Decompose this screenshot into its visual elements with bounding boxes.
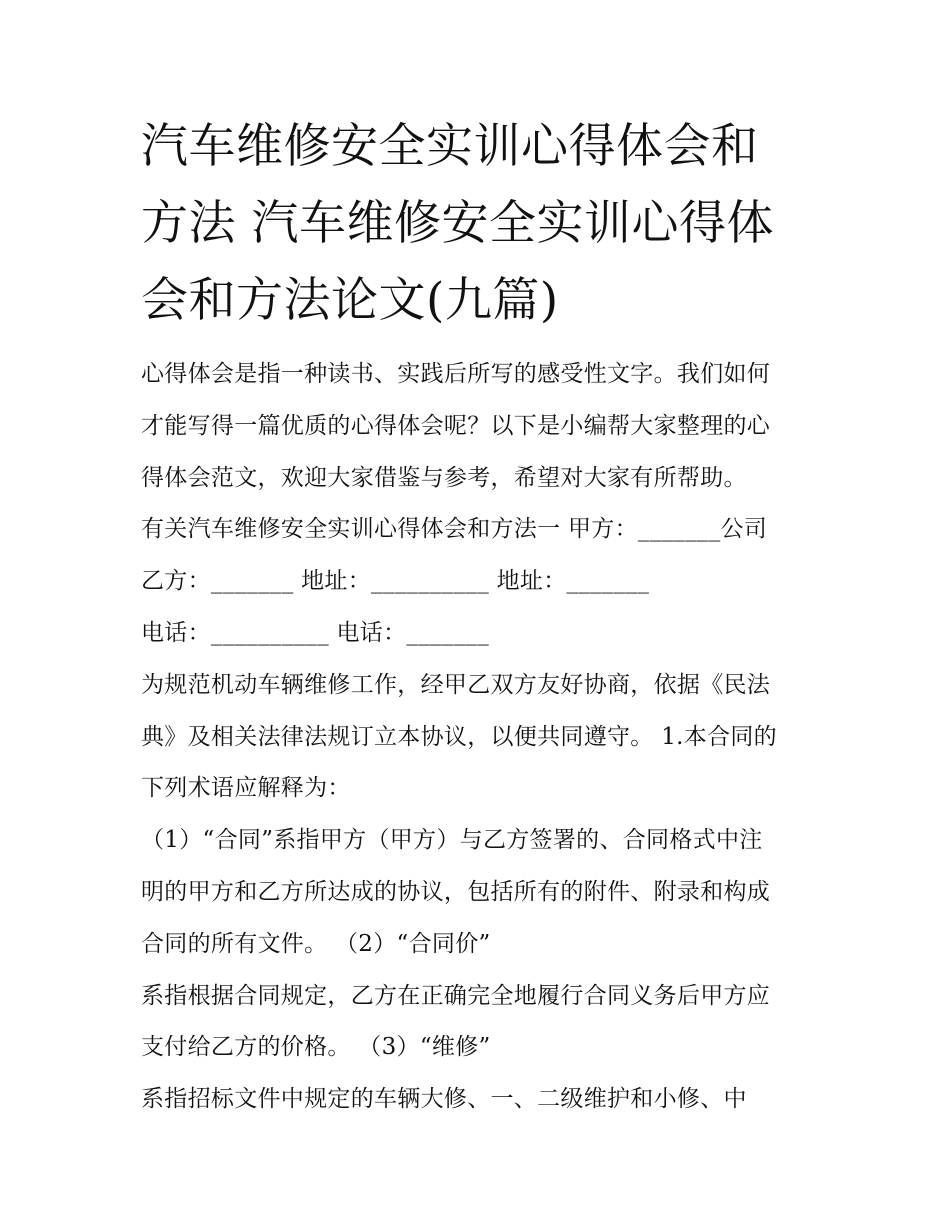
body-line: 乙方：_______ 地址：__________ 地址：_______ — [141, 568, 650, 595]
body-line: 电话：__________ 电话：_______ — [141, 619, 490, 646]
document-page — [141, 108, 821, 1126]
body-line: 下列术语应解释为： — [141, 775, 351, 802]
body-line: 为规范机动车辆维修工作，经甲乙双方友好协商，依据《民法 — [141, 671, 771, 698]
body-line: 系指招标文件中规定的车辆大修、一、二级维护和小修、中 — [141, 1086, 747, 1113]
body-line: 合同的所有文件。 （2）“合同价” — [141, 930, 491, 957]
body-line: 才能写得一篇优质的心得体会呢？以下是小编帮大家整理的心 — [141, 412, 771, 439]
body-line: 心得体会是指一种读书、实践后所写的感受性文字。我们如何 — [141, 361, 771, 387]
body-line: （1）“合同”系指甲方（甲方）与乙方签署的、合同格式中注 — [141, 827, 763, 854]
document-body — [141, 349, 821, 1126]
title-line: 汽车维修安全实训心得体会和 — [141, 119, 759, 174]
body-line: 系指根据合同规定，乙方在正确完全地履行合同义务后甲方应 — [141, 982, 771, 1009]
body-line: 支付给乙方的价格。 （3）“维修” — [141, 1034, 491, 1061]
title-line: 会和方法论文(九篇) — [141, 273, 559, 328]
body-line: 得体会范文，欢迎大家借鉴与参考，希望对大家有所帮助。 — [141, 464, 747, 491]
document-title — [141, 108, 821, 339]
body-line: 典》及相关法律法规订立本协议，以便共同遵守。 1.本合同的 — [141, 723, 777, 750]
body-line: 有关汽车维修安全实训心得体会和方法一 甲方：_______公司 — [141, 516, 768, 543]
title-line: 方法 汽车维修安全实训心得体 — [141, 196, 774, 251]
body-line: 明的甲方和乙方所达成的协议，包括所有的附件、附录和构成 — [141, 878, 771, 905]
